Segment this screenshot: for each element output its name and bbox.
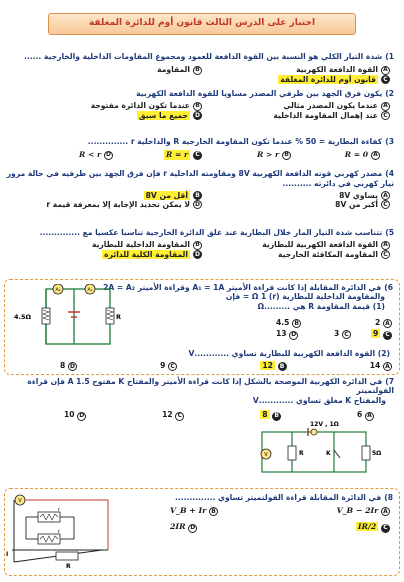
- q6-s1-option-c[interactable]: C 9: [371, 329, 392, 339]
- svg-text:A₂: A₂: [55, 288, 61, 293]
- question-5: 5)تتناسب شدة التيار المار خلال البطارية عند غلق الدائرة الخارجية تناسبا عكسيا مع .............. A القوة الدافعة الكهربية للبطارية B المقاومة الداخلية للبطارية C المقاومة المكافئة الخارجية D المقاومة الكلية للدائرة: [4, 228, 400, 274]
- q4-option-b[interactable]: B أقل من 8V: [14, 191, 202, 200]
- q2-option-a[interactable]: A عندما يكون المصدر مثالي: [202, 101, 390, 110]
- q1-option-c[interactable]: C قانون أوم للدائرة المغلقة: [202, 75, 390, 84]
- q5-option-a[interactable]: A القوة الدافعة الكهربية للبطارية: [202, 240, 390, 249]
- q8-option-b[interactable]: B V_B + Ir: [170, 506, 218, 516]
- q6-sub1: (1) قيمة المقاومة R هي .........Ω: [257, 301, 385, 311]
- q4-option-d[interactable]: D لا يمكن تحديد الإجابة إلا بمعرفة قيمة r: [46, 200, 200, 210]
- q8-options: [170, 506, 390, 533]
- q1-option-a[interactable]: A القوة الدافعة الكهربية: [202, 65, 390, 74]
- q5-option-c[interactable]: C المقاومة المكافئة الخارجية: [202, 250, 390, 259]
- q8-circuit-diagram: [4, 494, 114, 576]
- q3-option-a[interactable]: A R = 0: [291, 150, 380, 159]
- svg-text:V: V: [264, 452, 268, 458]
- q6-s1-option-a[interactable]: A 2: [375, 318, 392, 328]
- q5-option-d[interactable]: D المقاومة الكلية للدائرة: [104, 249, 200, 259]
- q7-option-c[interactable]: C 12: [162, 410, 184, 420]
- quiz-title-bar: [48, 13, 356, 35]
- q8-r-label: r: [58, 507, 61, 513]
- q5-text: تتناسب شدة التيار المار خلال البطارية عند غلق الدائرة الخارجية تناسبا عكسيا مع ..............: [39, 228, 383, 237]
- q1-text: شدة التيار الكلي هو النسبة بين القوة الدافعة للعمود ومجموع المقاومات الداخلية والخارجية ......: [23, 52, 383, 61]
- q1-number: 1): [385, 52, 394, 61]
- q7-option-d[interactable]: D 10: [64, 410, 85, 420]
- svg-text:R: R: [116, 313, 122, 321]
- svg-text:12V , 1Ω: 12V , 1Ω: [310, 421, 339, 428]
- q6-s1-option-b[interactable]: B 4.5: [276, 318, 301, 328]
- q1-option-b[interactable]: B المقاومة: [14, 65, 202, 74]
- q7-circuit-diagram: [252, 420, 382, 478]
- q6-s1-option-d[interactable]: D 13: [276, 329, 297, 339]
- svg-text:V: V: [18, 498, 22, 504]
- q3-option-b[interactable]: B R > r: [202, 150, 291, 159]
- q7-line2: والمفتاح K مغلق تساوي ............V: [252, 395, 386, 405]
- q4-option-a[interactable]: A يساوي 8V: [202, 191, 390, 200]
- q6-s2-option-c[interactable]: C 9: [160, 361, 177, 371]
- svg-text:4.5Ω: 4.5Ω: [14, 313, 32, 321]
- q6-s2-option-b[interactable]: B 12: [260, 361, 286, 371]
- q7-switch-k-icon: [334, 450, 340, 458]
- q8-resistor-R-icon: [56, 552, 78, 560]
- q8-option-c[interactable]: C IR/2: [356, 522, 390, 532]
- q2-option-b[interactable]: B عندما تكون الدائرة مفتوحة: [14, 101, 202, 110]
- q5-option-b[interactable]: B المقاومة الداخلية للبطارية: [14, 240, 202, 249]
- q8-option-a[interactable]: A V_B − 2Ir: [337, 506, 390, 516]
- question-7: 7)في الدائرة الكهربية الموضحة بالشكل إذا كانت قراءة الأميتر والمفتاح K مفتوح 1.5 A فإن قراءة الفولتميتر والمفتاح K مغلق تساوي ............V A 6 B 8 C 12 D 10: [27, 377, 394, 420]
- question-8: 8)في الدائرة المقابلة قراءة الفولتميتر تساوي ..............: [4, 488, 400, 576]
- q3-option-d[interactable]: D R < r: [79, 150, 111, 160]
- q3-text: كفاءة البطارية = 50 % عندما تكون المقاومة الخارجية R والداخلية r ..............: [87, 137, 383, 146]
- q6-s1-option-3[interactable]: C 3: [334, 329, 351, 339]
- svg-text:5Ω: 5Ω: [372, 450, 382, 457]
- q6-s2-option-d[interactable]: D 8: [60, 361, 75, 370]
- q8-text: في الدائرة المقابلة قراءة الفولتميتر تساوي ..............: [174, 493, 382, 502]
- svg-text:r: r: [58, 529, 61, 535]
- question-6: 6)في الدائرة المقابلة إذا كانت قراءة الأميتر A₁ = 1A وقراءة الأميتر 2A = A₂ والمقاومة الداخلية للبطارية (r) Ω 1 = فإن (1) قيمة المقاومة R هي .........Ω: [4, 279, 400, 375]
- question-3: 3)كفاءة البطارية = 50 % عندما تكون المقاومة الخارجية R والداخلية r .............. A R = 0 B R > r C R = r D R < r: [4, 137, 400, 163]
- q6-sub2-options: [60, 361, 392, 371]
- q7-option-b[interactable]: B 8: [260, 410, 281, 420]
- q3-option-c[interactable]: C R = r: [113, 150, 202, 159]
- q7-ammeter-icon: [311, 429, 317, 435]
- quiz-title: اختبار على الدرس الثالث قانون أوم للدائرة المغلقة: [88, 18, 316, 29]
- svg-text:R: R: [66, 563, 71, 570]
- q7-resistor-r-icon: [288, 446, 296, 460]
- q6-s2-option-a[interactable]: A 14: [370, 361, 392, 371]
- q7-line1: في الدائرة الكهربية الموضحة بالشكل إذا كانت قراءة الأميتر والمفتاح K مفتوح 1.5 A فإن قراءة الفولتميتر: [27, 377, 394, 396]
- q6-line2: والمقاومة الداخلية للبطارية (r) Ω 1 = فإن: [225, 292, 385, 302]
- q8-option-d[interactable]: D 2IR: [170, 522, 196, 532]
- q2-option-d[interactable]: D جميع ما سبق: [138, 110, 200, 120]
- q6-line1: في الدائرة المقابلة إذا كانت قراءة الأميتر A₁ = 1A وقراءة الأميتر 2A = A₂: [103, 283, 382, 292]
- question-4: 4)مصدر كهربي قوته الدافعة الكهربية 8V ومقاومته الداخلية r فإن فرق الجهد بين طرفيه في حالة مرور تيار كهربي في دائرته .......... A يساوي 8V B أقل من 8V C أكبر من 8V D لا يمكن تحديد الإجابة إلا بمعرفة قيمة r: [6, 169, 394, 210]
- q6-sub1-options: [232, 318, 392, 346]
- q2-text: يكون فرق الجهد بين طرفي المصدر مساويا للقوة الدافعة الكهربية: [136, 89, 383, 98]
- q6-sub2: (2) القوة الدافعة الكهربية للبطارية تساوي ............V: [188, 349, 390, 358]
- q4-text: مصدر كهربي قوته الدافعة الكهربية 8V ومقاومته الداخلية r فإن فرق الجهد بين طرفيه في حالة مرور تيار كهربي في دائرته ..........: [6, 169, 394, 188]
- question-2: 2)يكون فرق الجهد بين طرفي المصدر مساويا للقوة الدافعة الكهربية A عندما يكون المصدر مثالي B عندما تكون الدائرة مفتوحة C عند إهمال المقاومة الداخلية D جميع ما سبق: [4, 89, 400, 131]
- svg-text:A₁: A₁: [87, 288, 93, 293]
- q4-option-c[interactable]: C أكبر من 8V: [202, 200, 390, 209]
- q6-circuit-diagram: [12, 284, 122, 354]
- q2-option-c[interactable]: C عند إهمال المقاومة الداخلية: [202, 111, 390, 120]
- question-1: [4, 52, 400, 84]
- svg-text:I: I: [6, 551, 9, 558]
- q7-option-a[interactable]: A 6: [357, 410, 374, 420]
- svg-text:R: R: [299, 450, 304, 457]
- q7-resistor-5-icon: [362, 446, 370, 460]
- svg-text:K: K: [326, 450, 331, 457]
